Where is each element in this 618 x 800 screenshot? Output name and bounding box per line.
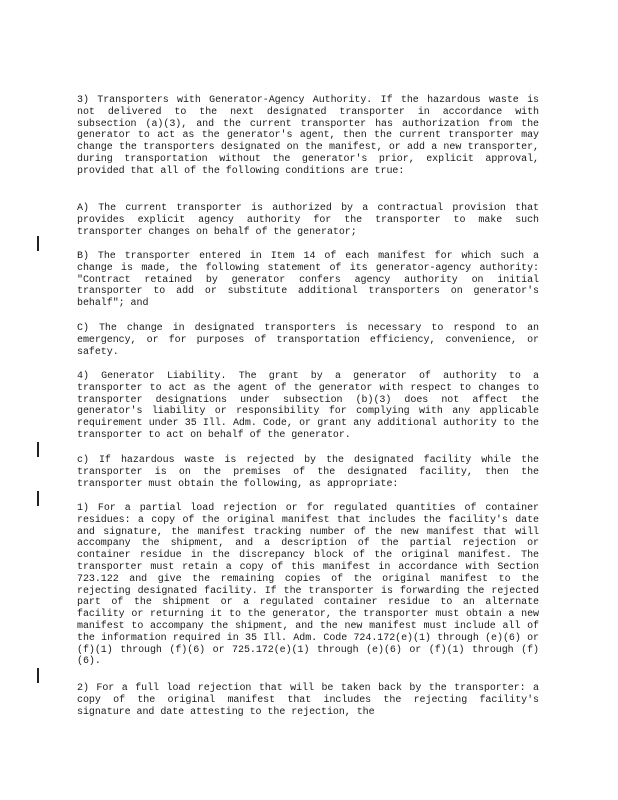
paragraph-b3a-contractual-provision: A) The current transporter is authorized by a contractual provision that provides explicit agency authority for the transporter to make such transporter changes on behalf of the generator; [77,203,539,238]
paragraph-c1-partial-rejection: 1) For a partial load rejection or for regulated quantities of container residues: a copy of the original manifest that includes the facility's date and signature, the manifest tracking number of the new manifest that will accompany the shipment, and a description of the partial rejection or container residue in the discrepancy block of the original manifest. The transporter must retain a copy of this manifest in accordance with Section 723.122 and give the remaining copies of the original manifest to the rejecting designated facility. If the transporter is forwarding the rejected part of the shipment or a regulated container residue to an alternate facility or returning it to the generator, the transporter must obtain a new manifest to accompany the shipment, and the new manifest must include all of the information required in 35 Ill. Adm. Code 724.172(e)(1) through (e)(6) or (f)(1) through (f)(6) or 725.172(e)(1) through (e)(6) or (f)(1) through (f)(6). [77,503,539,668]
paragraph-b3-generator-agency-authority: 3) Transporters with Generator-Agency Authority. If the hazardous waste is not delivered to the next designated transporter in accordance with subsection (a)(3), and the current transporter has authorization from the generator to act as the generator's agent, then the current transporter may change the transporters designated on the manifest, or add a new transporter, during transportation without the generator's prior, explicit approval, provided that all of the following conditions are true: [77,95,539,177]
revision-bar [37,236,39,251]
paragraph-b4-generator-liability: 4) Generator Liability. The grant by a generator of authority to a transporter to act as the agent of the generator with respect to changes to transporter designations under subsection (b)(3) does not affect the generator's liability or responsibility for complying with any applicable requirement under 35 Ill. Adm. Code, or grant any additional authority to the transporter to act on behalf of the generator. [77,371,539,441]
paragraph-c2-full-rejection: 2) For a full load rejection that will be taken back by the transporter: a copy of the original manifest that includes the rejecting facility's signature and date attesting to the rejection, the [77,683,539,718]
revision-bar [37,668,39,683]
paragraph-b3b-item-14-statement: B) The transporter entered in Item 14 of each manifest for which such a change is made, the following statement of its generator-agency authority: "Contract retained by generator confers agency authority on initial transporter to add or substitute additional transporters on generator's behalf"; and [77,251,539,310]
revision-bar [37,491,39,506]
paragraph-b3c-change-necessity: C) The change in designated transporters is necessary to respond to an emergency, or for purposes of transportation efficiency, convenience, or safety. [77,323,539,358]
revision-bar [37,442,39,457]
paragraph-c-rejected-waste: c) If hazardous waste is rejected by the designated facility while the transporter is on the premises of the designated facility, then the transporter must obtain the following, as appropriate: [77,455,539,490]
